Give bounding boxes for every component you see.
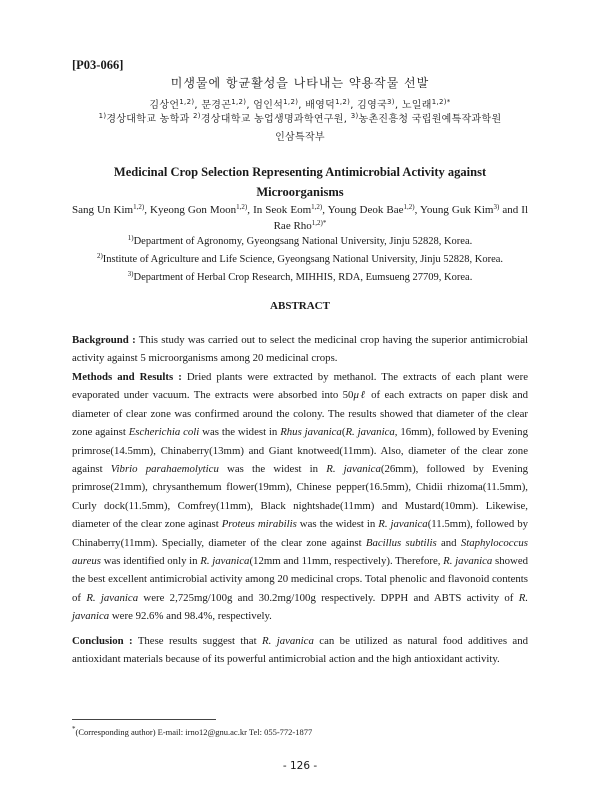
italic-term: Rhus javanica bbox=[280, 426, 342, 439]
english-affiliation-2 bbox=[0, 254, 600, 265]
italic-term: R. javanica bbox=[200, 555, 250, 568]
text-run: was the widest in bbox=[296, 518, 379, 531]
affiliation-sup: 2) bbox=[193, 112, 201, 120]
affiliation-text: 경상대학교 농학과 bbox=[106, 114, 194, 125]
text-run: Dried plants were extracted by methanol. The extracts of each plant were evaporated under vacuum. The extracts were absorbed into 50 bbox=[72, 371, 528, 402]
affiliation-sup: 3) bbox=[127, 270, 134, 278]
author-sup: 1,2) bbox=[311, 203, 323, 211]
poster-code: [P03-066] bbox=[72, 58, 124, 72]
korean-authors: 김상언$^{1,2)}$, 문경곤$^{1,2)}$, 엄인석$^{1,2)}$, 배영덕$^{1,2)}$, 김영국$^{3)}$, 노일래$^{1,2)*}$ bbox=[149, 98, 451, 111]
abstract-heading: ABSTRACT bbox=[270, 300, 330, 312]
footnote-divider bbox=[72, 719, 216, 720]
text-run: were 92.6% and 98.4%, respectively. bbox=[109, 610, 272, 623]
author-sup: 1,2)* bbox=[311, 219, 327, 227]
author-sup: 1,2) bbox=[179, 98, 195, 106]
author-sup: 1,2) bbox=[231, 98, 247, 106]
author-name: 김영국 bbox=[357, 100, 388, 111]
text-run: was the widest in bbox=[218, 463, 327, 476]
affiliation-sup: 2) bbox=[96, 252, 103, 260]
english-title: Medicinal Crop Selection Representing Antimicrobial Activity against Microorganisms bbox=[113, 165, 487, 199]
footnote-text: (Corresponding author) E-mail: irno12@gnu.ac.kr Tel: 055-772-1877 bbox=[75, 727, 313, 737]
author-name: 김상언 bbox=[149, 100, 180, 111]
author-name: 엄인석 bbox=[253, 100, 284, 111]
conclusion-text bbox=[72, 635, 528, 665]
author-sup: 1,2) bbox=[283, 98, 299, 106]
author-name: Sang Un Kim bbox=[72, 204, 134, 216]
affiliation-sup: 1) bbox=[98, 112, 107, 120]
italic-term: Proteus mirabilis bbox=[221, 518, 297, 531]
author-sup: 1,2) bbox=[133, 203, 145, 211]
conclusion-label: Conclusion : bbox=[72, 635, 133, 647]
affiliation-text: 농촌진흥청 국립원예특작과학원 bbox=[358, 114, 502, 125]
text-run: were 2,725mg/100g and 30.2mg/100g respectively. DPPH and ABTS activity of bbox=[138, 591, 519, 604]
background-label: Background : bbox=[72, 334, 136, 346]
author-name: Young Guk Kim bbox=[420, 204, 494, 216]
page-number: - 126 - bbox=[282, 760, 318, 772]
footnote bbox=[72, 727, 312, 737]
italic-term: R. javanica bbox=[86, 591, 139, 604]
author-sup: 1,2) bbox=[403, 203, 415, 211]
author-sup: 3) bbox=[387, 98, 395, 106]
text-run: These results suggest that bbox=[132, 635, 262, 647]
affiliation-text: Institute of Agriculture and Life Science, Gyeongsang National University, Jinju 52828, Korea. bbox=[102, 254, 504, 265]
author-name: Il Rae Rho bbox=[273, 204, 529, 232]
italic-term: Escherichia coli bbox=[128, 426, 200, 439]
korean-affiliation-line bbox=[72, 111, 528, 129]
italic-term: Staphylococcus aureus bbox=[72, 536, 528, 568]
text-run: (26mm), followed by Evening primrose(21mm), chrysanthemum flower(19mm), Chinese pepper(16.5mm), Chidii rhizoma(11.5mm), Curly dock(11.5mm), Comfrey(11mm), Black nightshade(11mm) and Mustard(10mm). Likewise, diameter of the clear zone aginast bbox=[72, 463, 528, 531]
text-run: , 16mm), followed by Evening primrose(14.5mm), Chinaberry(13mm) and Giant knotweed(11mm). Also, diameter of the clear zone against bbox=[72, 426, 528, 476]
author-sup: 1,2) bbox=[236, 203, 248, 211]
author-name: In Seok Eom bbox=[253, 204, 312, 216]
author-name: 노일래 bbox=[401, 100, 432, 111]
affiliation-text: 경상대학교 농업생명과학연구원, bbox=[200, 114, 351, 125]
italic-term: R. javanica bbox=[443, 555, 493, 568]
korean-affiliations bbox=[72, 111, 528, 147]
background-paragraph bbox=[72, 331, 528, 368]
footnote-marker: * bbox=[72, 725, 76, 733]
text-run: was identified only in bbox=[101, 555, 201, 568]
author-sup: 1,2)* bbox=[431, 98, 451, 106]
italic-term: R. javanica bbox=[345, 426, 395, 439]
italic-term: R. javanica bbox=[326, 463, 381, 476]
korean-affiliation-line2: 인삼특작부 bbox=[275, 132, 325, 143]
methods-label: Methods and Results : bbox=[72, 371, 182, 383]
english-affiliation-3 bbox=[0, 272, 600, 283]
affiliation-text: Department of Agronomy, Gyeongsang National University, Jinju 52828, Korea. bbox=[133, 236, 473, 247]
text-run: (11.5mm), followed by Chinaberry(11mm). Specially, diameter of the clear zone against bbox=[72, 518, 528, 549]
author-name: Young Deok Bae bbox=[327, 204, 404, 216]
italic-term: R. javanica bbox=[262, 635, 314, 647]
text-run: ( bbox=[341, 426, 346, 439]
text-run: of each extracts on paper disk and diameter of clear zone was confirmed around the colony. The results showed that diameter of the clear zone against bbox=[72, 389, 529, 439]
author-name: Kyeong Gon Moon bbox=[150, 204, 237, 216]
english-affiliation-1 bbox=[0, 236, 600, 247]
italic-term: μℓ bbox=[353, 389, 367, 402]
italic-term: R. javanica bbox=[378, 518, 428, 531]
korean-title: 미생물에 항균활성을 나타내는 약용작물 선발 bbox=[170, 76, 430, 90]
author-sup: 1,2) bbox=[335, 98, 351, 106]
text-run: was the widest in bbox=[199, 426, 281, 439]
text-run: showed the best excellent antimicrobial activity among 20 medicinal crops. Total phenolic and flavonoid contents of bbox=[72, 555, 529, 604]
italic-term: Vibrio parahaemolyticu bbox=[110, 463, 219, 476]
text-run: can be utilized as natural food additives and antioxidant materials because of its powerful antimicrobial action and the high antioxidant activity. bbox=[72, 635, 529, 666]
affiliation-text: Department of Herbal Crop Research, MIHHIS, RDA, Eumsueng 27709, Korea. bbox=[133, 272, 473, 283]
author-sup: 3) bbox=[493, 203, 500, 211]
methods-paragraph bbox=[72, 368, 528, 626]
conclusion-paragraph bbox=[72, 632, 528, 669]
text-run: (12mm and 11mm, respectively). Therefore, bbox=[249, 555, 444, 568]
text-run: and bbox=[436, 536, 461, 549]
background-text: This study was carried out to select the medicinal crop having the superior antimicrobial activity against 5 microorganisms among 20 medicinal crops. bbox=[72, 334, 528, 365]
author-name: 배영덕 bbox=[305, 100, 336, 111]
english-authors: Sang Un Kim$^{1,2)}$, Kyeong Gon Moon$^{1,2)}$, In Seok Eom$^{1,2)}$, Young Deok Bae$^{1,2)}$, Young Guk Kim$^{3)}$ and Il Rae Rho$^{1,2)*}$ bbox=[72, 203, 529, 232]
italic-term: Bacillus subtilis bbox=[365, 536, 437, 549]
italic-term: R. javanica bbox=[72, 591, 529, 623]
author-name: 문경곤 bbox=[201, 100, 232, 111]
methods-text bbox=[72, 371, 528, 622]
affiliation-sup: 3) bbox=[350, 112, 359, 120]
affiliation-sup: 1) bbox=[127, 234, 134, 242]
